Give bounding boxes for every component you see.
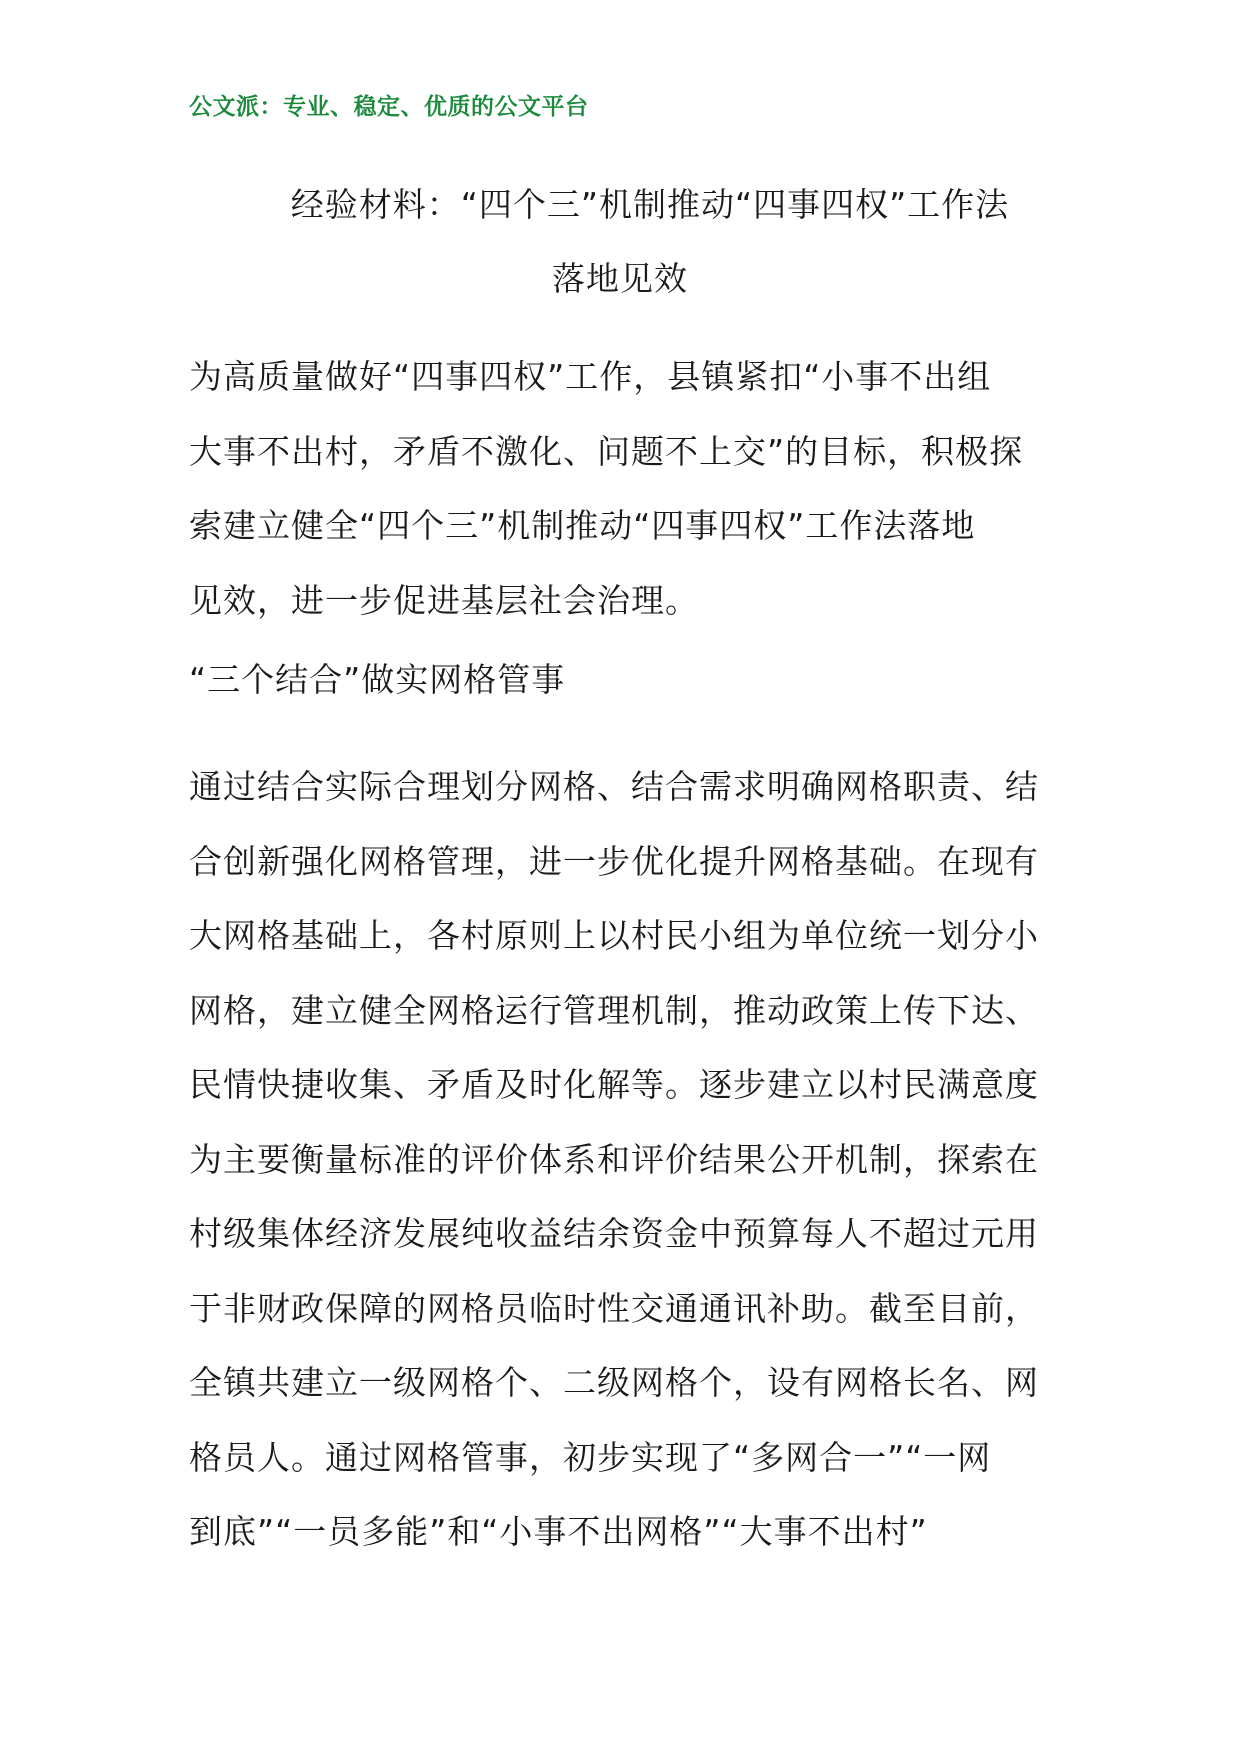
intro-line: 见效，进一步促进基层社会治理。 bbox=[189, 580, 699, 620]
section-line: 大网格基础上，各村原则上以村民小组为单位统一划分小 bbox=[189, 916, 1039, 955]
section-heading: “三个结合”做实网格管事 bbox=[189, 660, 566, 699]
title-line-2: 落地见效 bbox=[552, 259, 688, 298]
section-line: 通过结合实际合理划分网格、结合需求明确网格职责、结 bbox=[189, 767, 1039, 806]
section-line: 全镇共建立一级网格个、二级网格个，设有网格长名、网 bbox=[189, 1363, 1039, 1402]
section-line: 民情快捷收集、矛盾及时化解等。逐步建立以村民满意度 bbox=[189, 1065, 1039, 1104]
section-line: 村级集体经济发展纯收益结余资金中预算每人不超过元用 bbox=[189, 1214, 1039, 1253]
section-paragraph bbox=[189, 750, 1055, 1570]
title-line-1: 经验材料：“四个三”机制推动“四事四权”工作法 bbox=[290, 185, 1010, 224]
header-banner: 公文派：专业、稳定、优质的公文平台 bbox=[189, 94, 589, 120]
intro-line: 大事不出村，矛盾不激化、问题不上交”的目标，积极探 bbox=[189, 431, 1024, 471]
section-line: 到底”“一员多能”和“小事不出网格”“大事不出村” bbox=[189, 1512, 928, 1551]
section-line: 合创新强化网格管理，进一步优化提升网格基础。在现有 bbox=[189, 841, 1039, 881]
document-title bbox=[189, 168, 1051, 316]
section-line: 于非财政保障的网格员临时性交通通讯补助。截至目前， bbox=[189, 1288, 1039, 1328]
section-line: 网格，建立健全网格运行管理机制，推动政策上传下达、 bbox=[189, 990, 1039, 1030]
intro-line: 索建立健全“四个三”机制推动“四事四权”工作法落地 bbox=[189, 506, 976, 545]
intro-paragraph bbox=[189, 340, 1055, 638]
section-line: 格员人。通过网格管事，初步实现了“多网合一”“一网 bbox=[189, 1437, 992, 1477]
section-line: 为主要衡量标准的评价体系和评价结果公开机制，探索在 bbox=[189, 1139, 1039, 1179]
intro-line: 为高质量做好“四事四权”工作，县镇紧扣“小事不出组 bbox=[189, 357, 992, 396]
